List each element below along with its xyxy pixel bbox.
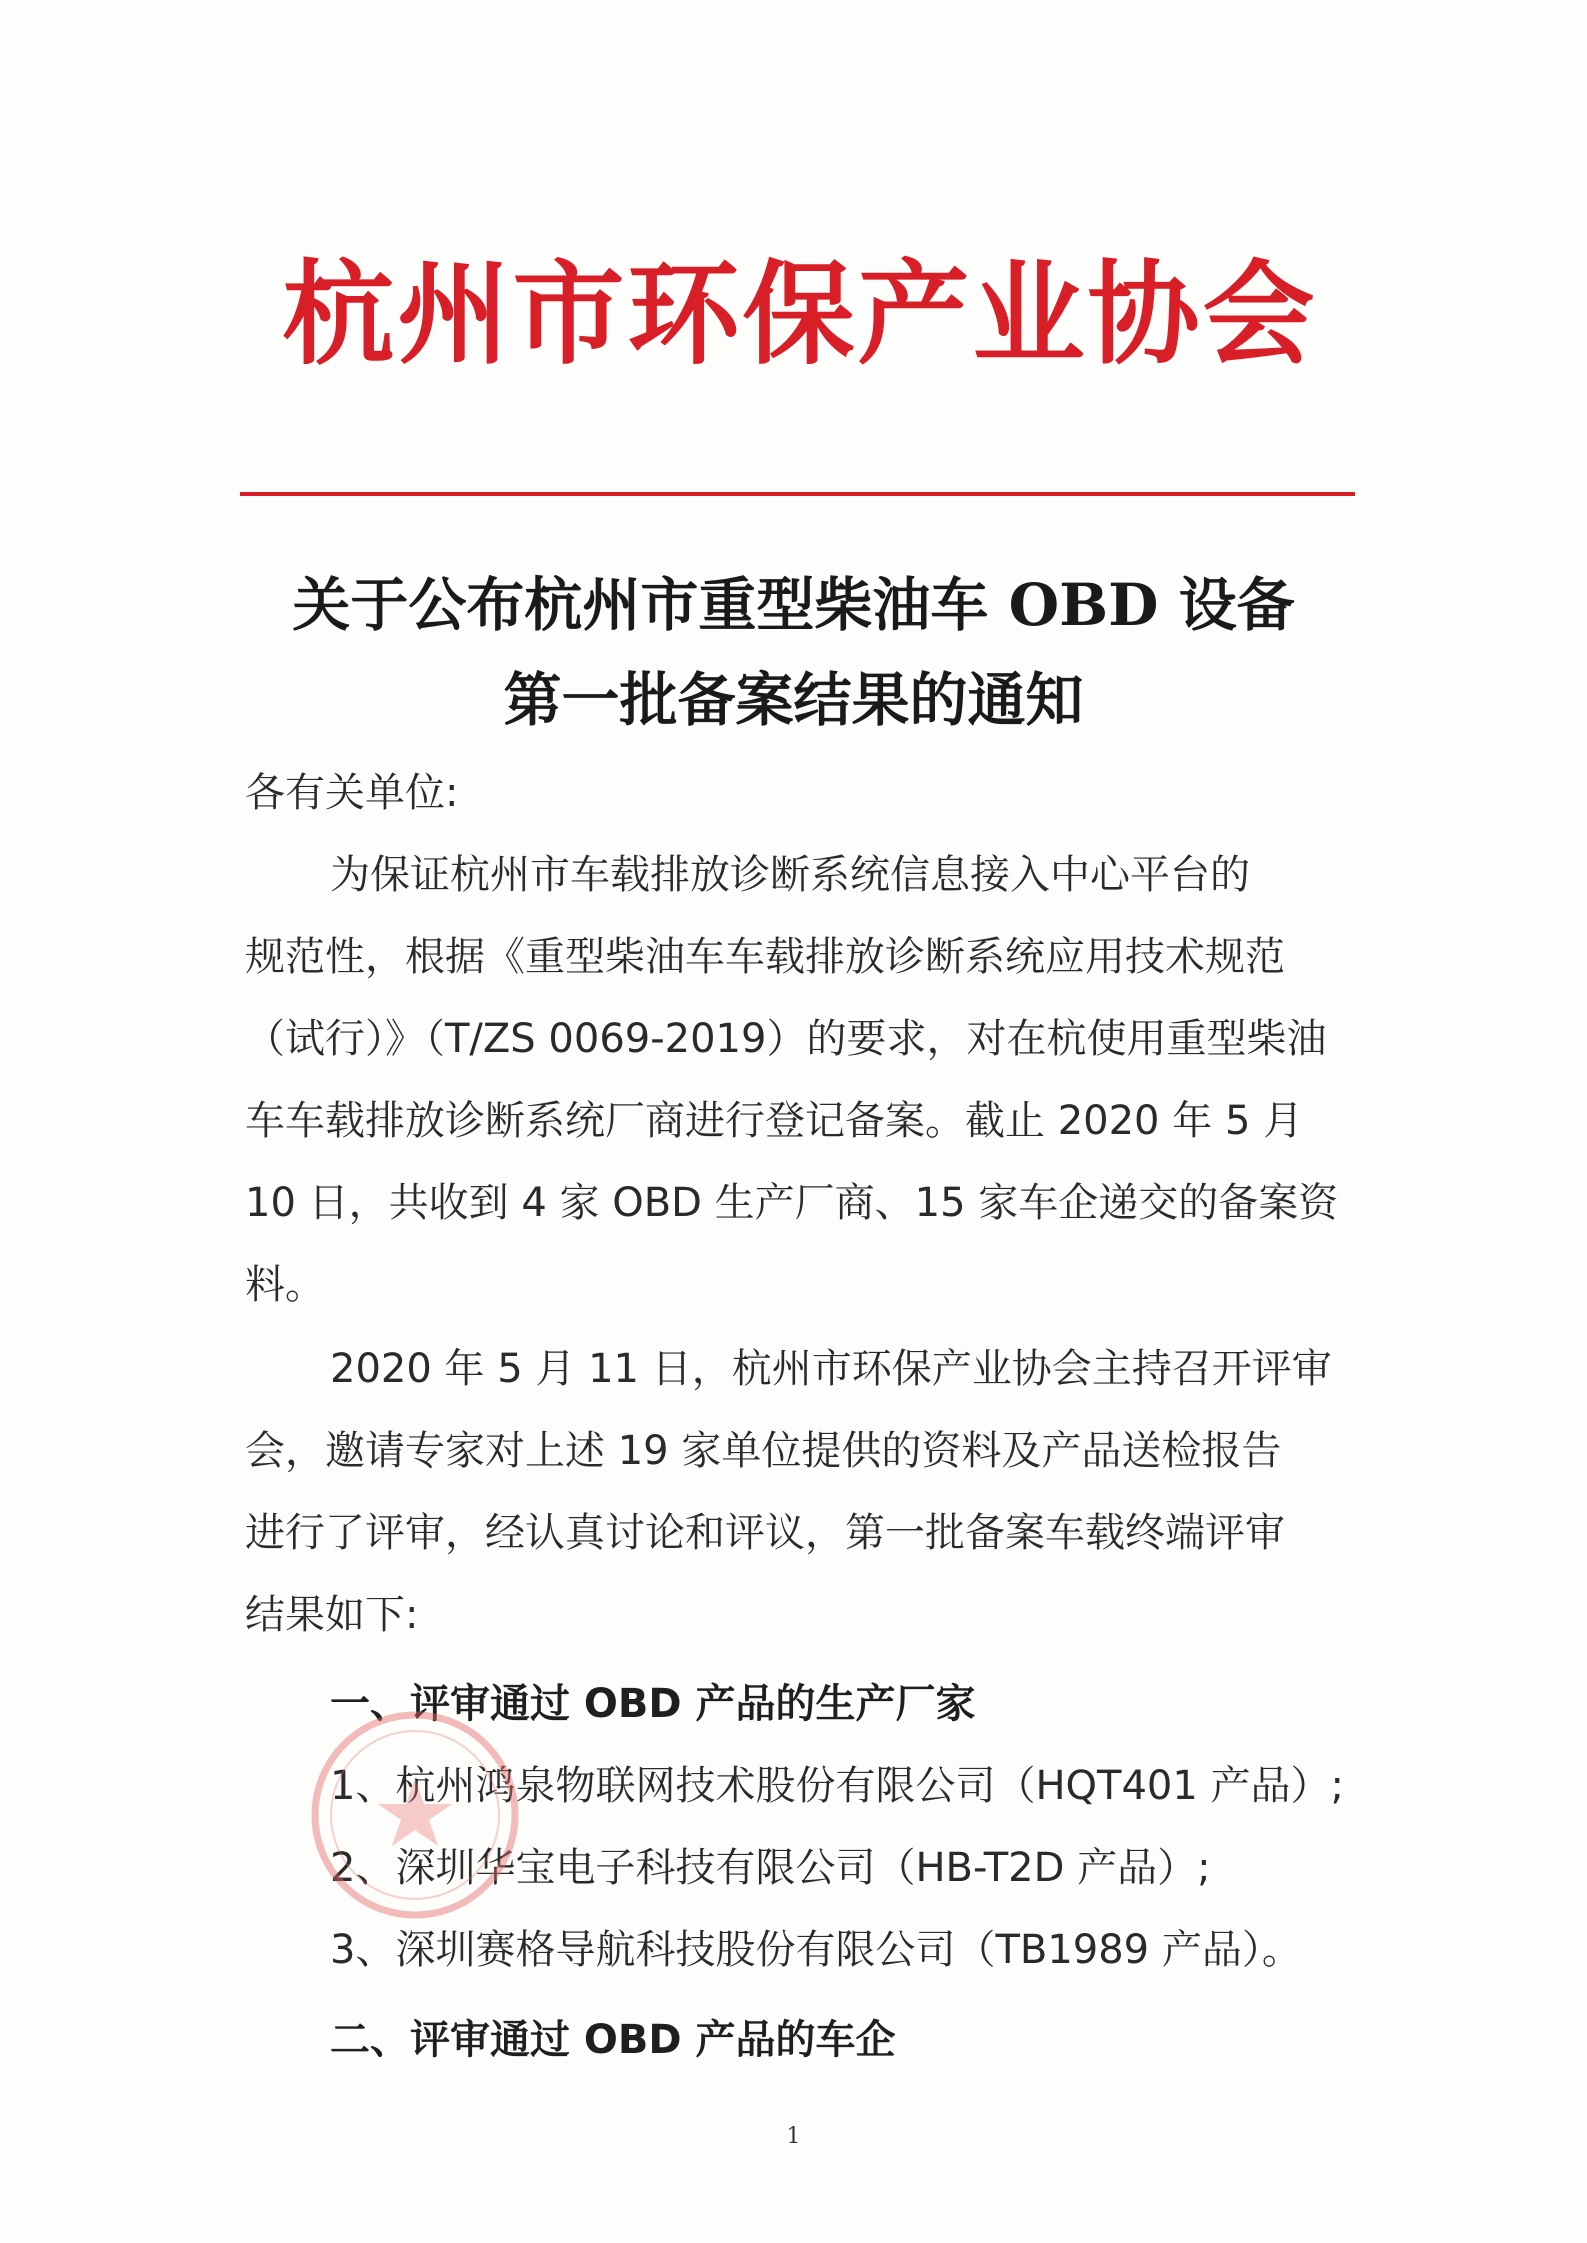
paragraph-2-line: 会，邀请专家对上述 19 家单位提供的资料及产品送检报告	[245, 1428, 1282, 1474]
paragraph-1-line: 料。	[245, 1262, 325, 1308]
list-item: 1、杭州鸿泉物联网技术股份有限公司（HQT401 产品）;	[330, 1763, 1344, 1809]
paragraph-2-line: 进行了评审，经认真讨论和评议，第一批备案车载终端评审	[245, 1510, 1285, 1556]
section-1-heading: 一、评审通过 OBD 产品的生产厂家	[330, 1681, 976, 1727]
paragraph-1-line: 车车载排放诊断系统厂商进行登记备案。截止 2020 年 5 月	[245, 1098, 1304, 1144]
letterhead-title: 杭州市环保产业协会	[282, 249, 1318, 380]
notice-title-line-1: 关于公布杭州市重型柴油车 OBD 设备	[292, 571, 1295, 639]
salutation: 各有关单位:	[245, 770, 459, 816]
page-number: 1	[786, 2124, 801, 2149]
list-item: 3、深圳赛格导航科技股份有限公司（TB1989 产品）。	[330, 1927, 1302, 1973]
paragraph-1-line: （试行）》（T/ZS 0069-2019）的要求，对在杭使用重型柴油	[245, 1016, 1327, 1062]
section-2-heading: 二、评审通过 OBD 产品的车企	[330, 2017, 896, 2063]
paragraph-2-line: 结果如下:	[245, 1592, 419, 1638]
paragraph-1-line: 10 日，共收到 4 家 OBD 生产厂商、15 家车企递交的备案资	[245, 1180, 1339, 1226]
letterhead-divider	[240, 492, 1355, 496]
paragraph-2-line: 2020 年 5 月 11 日，杭州市环保产业协会主持召开评审	[330, 1346, 1332, 1392]
notice-title-line-2: 第一批备案结果的通知	[503, 666, 1084, 734]
paragraph-1-line: 为保证杭州市车载排放诊断系统信息接入中心平台的	[330, 852, 1250, 898]
paragraph-1-line: 规范性，根据《重型柴油车车载排放诊断系统应用技术规范	[245, 934, 1285, 980]
paragraph-1	[245, 834, 1355, 1326]
official-seal-stamp	[300, 1700, 530, 1930]
paragraph-2	[245, 1328, 1355, 1656]
list-item: 2、深圳华宝电子科技有限公司（HB-T2D 产品）;	[330, 1845, 1211, 1891]
